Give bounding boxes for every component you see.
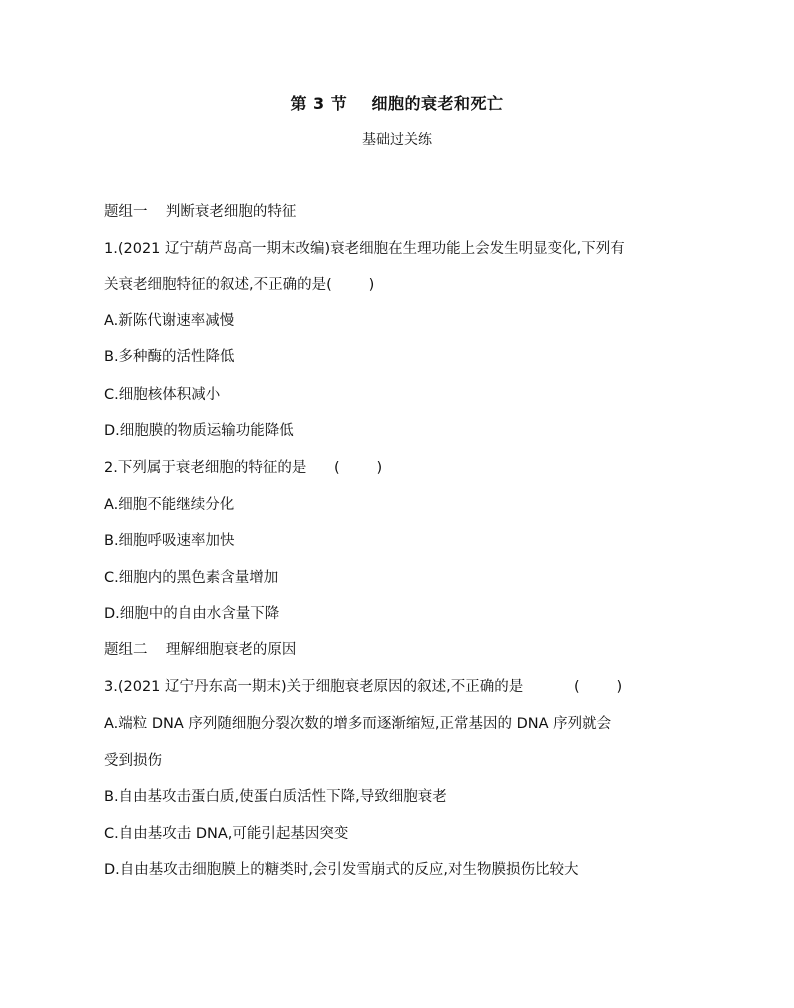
question-1-option-c: C.细胞核体积减小 — [104, 387, 221, 403]
question-1-option-d: D.细胞膜的物质运输功能降低 — [104, 423, 294, 439]
question-3-option-a: A.端粒 DNA 序列随细胞分裂次数的增多而逐渐缩短,正常基因的 DNA 序列就会 — [104, 716, 612, 732]
question-2-option-d: D.细胞中的自由水含量下降 — [104, 606, 280, 622]
section-subtitle: 基础过关练 — [362, 132, 432, 148]
question-1-option-b: B.多种酶的活性降低 — [104, 349, 235, 365]
question-2-option-b: B.细胞呼吸速率加快 — [104, 533, 235, 549]
section-title: 第 3 节 细胞的衰老和死亡 — [290, 94, 504, 113]
question-2-stem: 2.下列属于衰老细胞的特征的是 ( ) — [104, 460, 383, 476]
question-3-option-c: C.自由基攻击 DNA,可能引起基因突变 — [104, 826, 349, 842]
question-3-option-d: D.自由基攻击细胞膜上的糖类时,会引发雪崩式的反应,对生物膜损伤比较大 — [104, 862, 579, 878]
question-1-stem-line2: 关衰老细胞特征的叙述,不正确的是( ) — [104, 277, 375, 293]
question-2-option-c: C.细胞内的黑色素含量增加 — [104, 570, 279, 586]
group-heading-1: 题组一 判断衰老细胞的特征 — [104, 204, 297, 220]
question-3-option-a-continued: 受到损伤 — [104, 753, 162, 769]
question-3-stem: 3.(2021 辽宁丹东高一期末)关于细胞衰老原因的叙述,不正确的是 ( ) — [104, 679, 623, 695]
question-1-stem-line1: 1.(2021 辽宁葫芦岛高一期末改编)衰老细胞在生理功能上会发生明显变化,下列有 — [104, 241, 625, 257]
question-2-option-a: A.细胞不能继续分化 — [104, 497, 235, 513]
group-heading-2: 题组二 理解细胞衰老的原因 — [104, 642, 297, 658]
question-1-option-a: A.新陈代谢速率减慢 — [104, 313, 235, 329]
question-3-option-b: B.自由基攻击蛋白质,使蛋白质活性下降,导致细胞衰老 — [104, 789, 447, 805]
